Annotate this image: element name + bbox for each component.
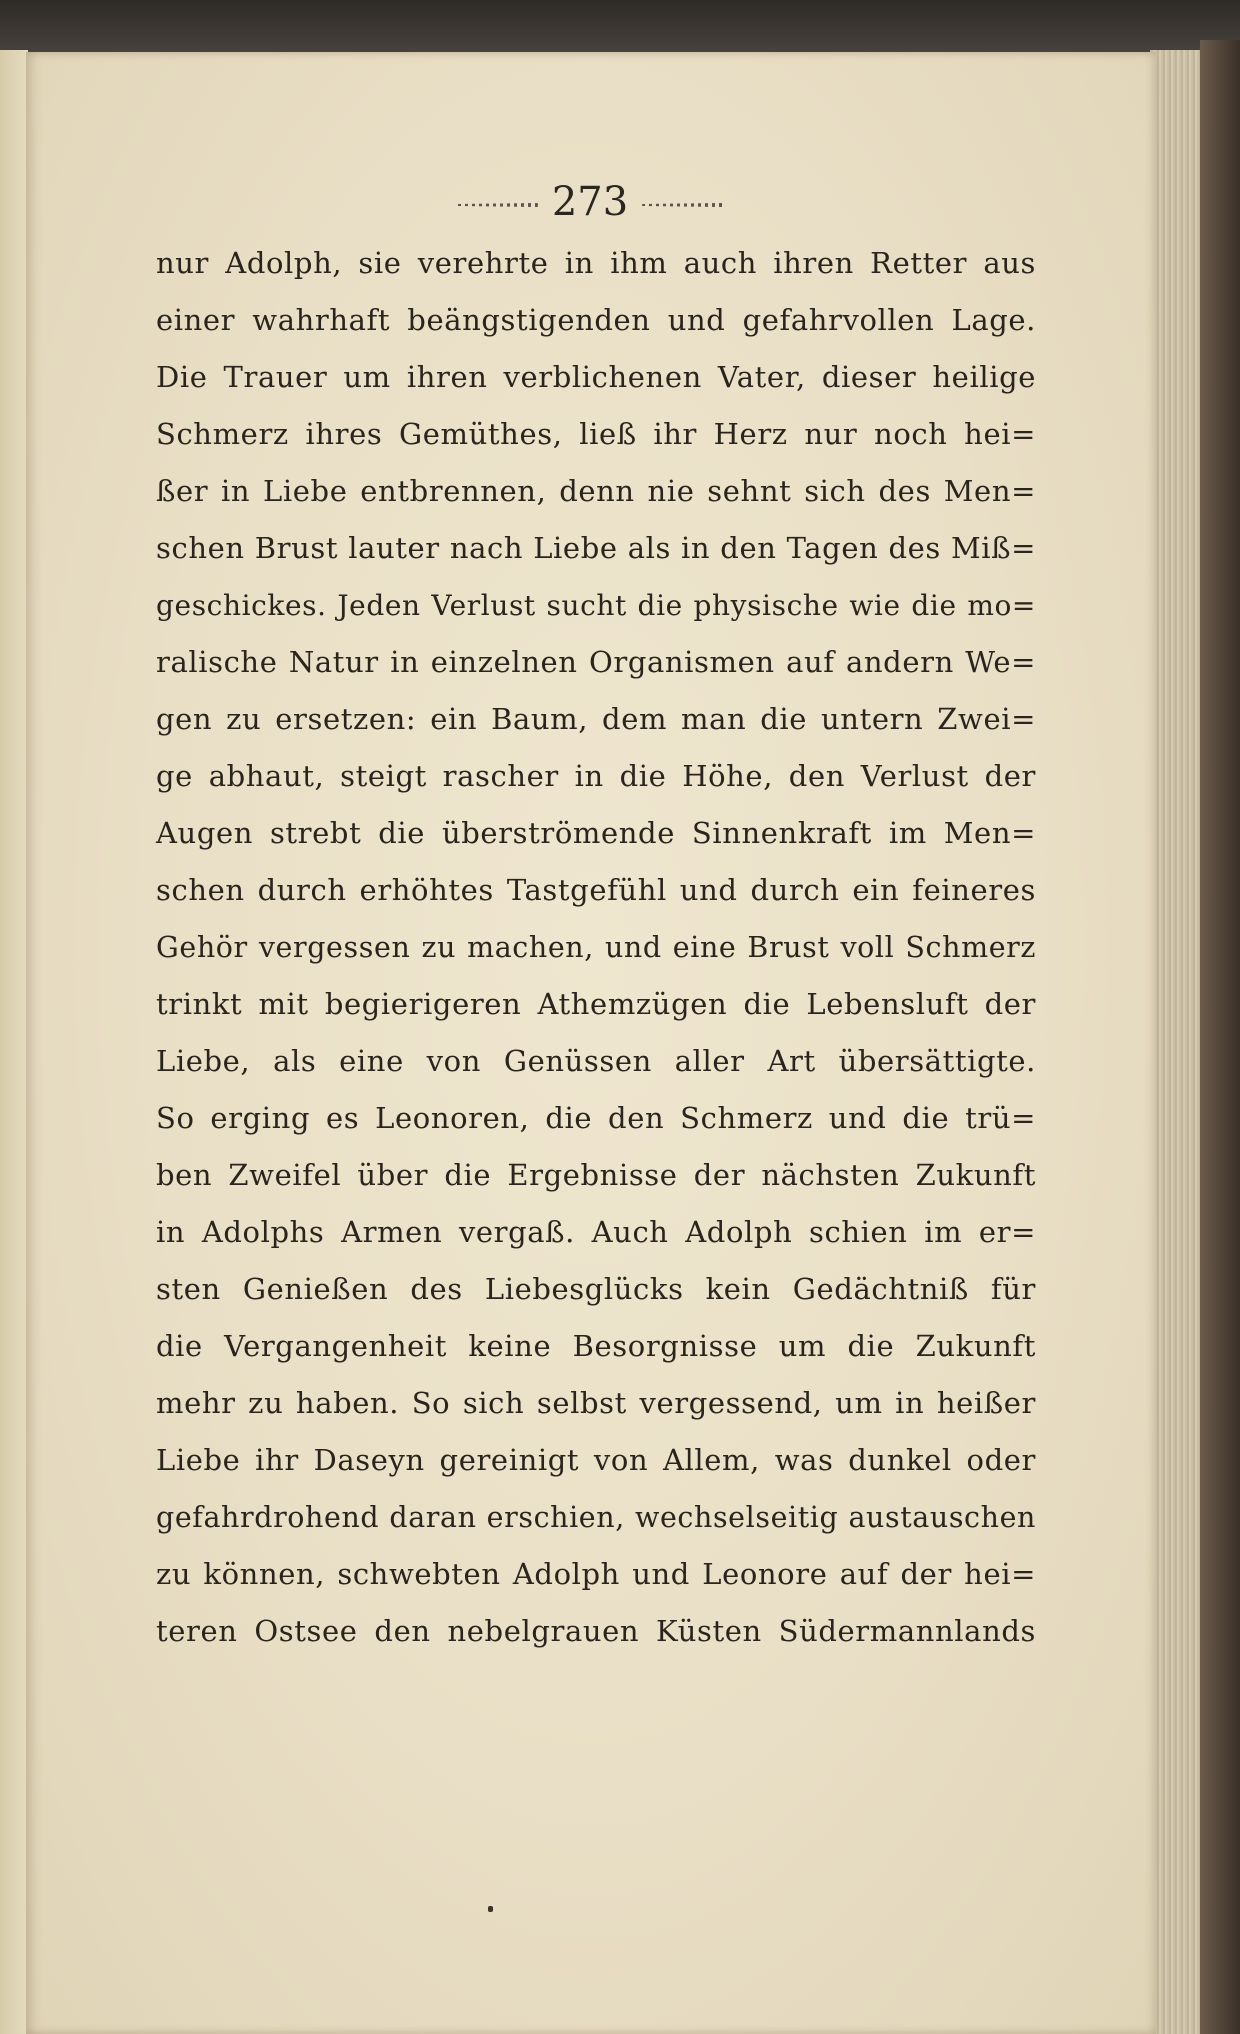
- text-line: ralische Natur in einzelnen Organismen auf andern We=: [156, 645, 1036, 679]
- page-number: 273: [551, 179, 629, 225]
- text-line: So erging es Leonoren, die den Schmerz und die trü=: [156, 1101, 1036, 1135]
- text-line: die Vergangenheit keine Besorgnisse um die Zukunft: [156, 1329, 1036, 1363]
- text-line: zu können, schwebten Adolph und Leonore auf der hei=: [156, 1557, 1036, 1591]
- text-line: teren Ostsee den nebelgrauen Küsten Südermannlands: [156, 1614, 1036, 1648]
- ink-dot: [488, 1906, 493, 1912]
- page-text: [156, 235, 1036, 1660]
- text-line: nur Adolph, sie verehrte in ihm auch ihren Retter aus: [156, 246, 1036, 280]
- text-line: mehr zu haben. So sich selbst vergessend, um in heißer: [156, 1386, 1036, 1420]
- text-line: sten Genießen des Liebesglücks kein Gedächtniß für: [156, 1272, 1036, 1306]
- left-ornament: [458, 200, 538, 210]
- text-line: Liebe, als eine von Genüssen aller Art übersättigte.: [156, 1044, 1036, 1078]
- text-line: in Adolphs Armen vergaß. Auch Adolph schien im er=: [156, 1215, 1036, 1249]
- book-binding-top: [0, 0, 1240, 60]
- inner-margin: [0, 50, 28, 2034]
- text-line: Liebe ihr Daseyn gereinigt von Allem, was dunkel oder: [156, 1443, 1036, 1477]
- text-line: gefahrdrohend daran erschien, wechselseitig austauschen: [156, 1501, 1036, 1534]
- book-cover-edge: [1200, 40, 1240, 2034]
- text-line: Augen strebt die überströmende Sinnenkraft im Men=: [156, 816, 1036, 850]
- text-line: schen durch erhöhtes Tastgefühl und durch ein feineres: [156, 873, 1036, 907]
- text-line: schen Brust lauter nach Liebe als in den Tagen des Miß=: [156, 531, 1036, 565]
- text-line: trinkt mit begierigeren Athemzügen die Lebensluft der: [156, 987, 1036, 1021]
- text-line: Die Trauer um ihren verblichenen Vater, dieser heilige: [156, 360, 1036, 394]
- text-line: ben Zweifel über die Ergebnisse der nächsten Zukunft: [156, 1158, 1036, 1192]
- text-line: Gehör vergessen zu machen, und eine Brust voll Schmerz: [156, 931, 1036, 964]
- right-ornament: [642, 200, 722, 210]
- text-line: ßer in Liebe entbrennen, denn nie sehnt sich des Men=: [156, 474, 1036, 508]
- text-line: geschickes. Jeden Verlust sucht die physische wie die mo=: [156, 589, 1036, 622]
- text-line: ge abhaut, steigt rascher in die Höhe, den Verlust der: [156, 759, 1036, 793]
- text-line: einer wahrhaft beängstigenden und gefahrvollen Lage.: [156, 303, 1036, 337]
- text-line: gen zu ersetzen: ein Baum, dem man die untern Zwei=: [156, 702, 1036, 736]
- text-line: Schmerz ihres Gemüthes, ließ ihr Herz nur noch hei=: [156, 417, 1036, 451]
- page-header: [0, 180, 1180, 224]
